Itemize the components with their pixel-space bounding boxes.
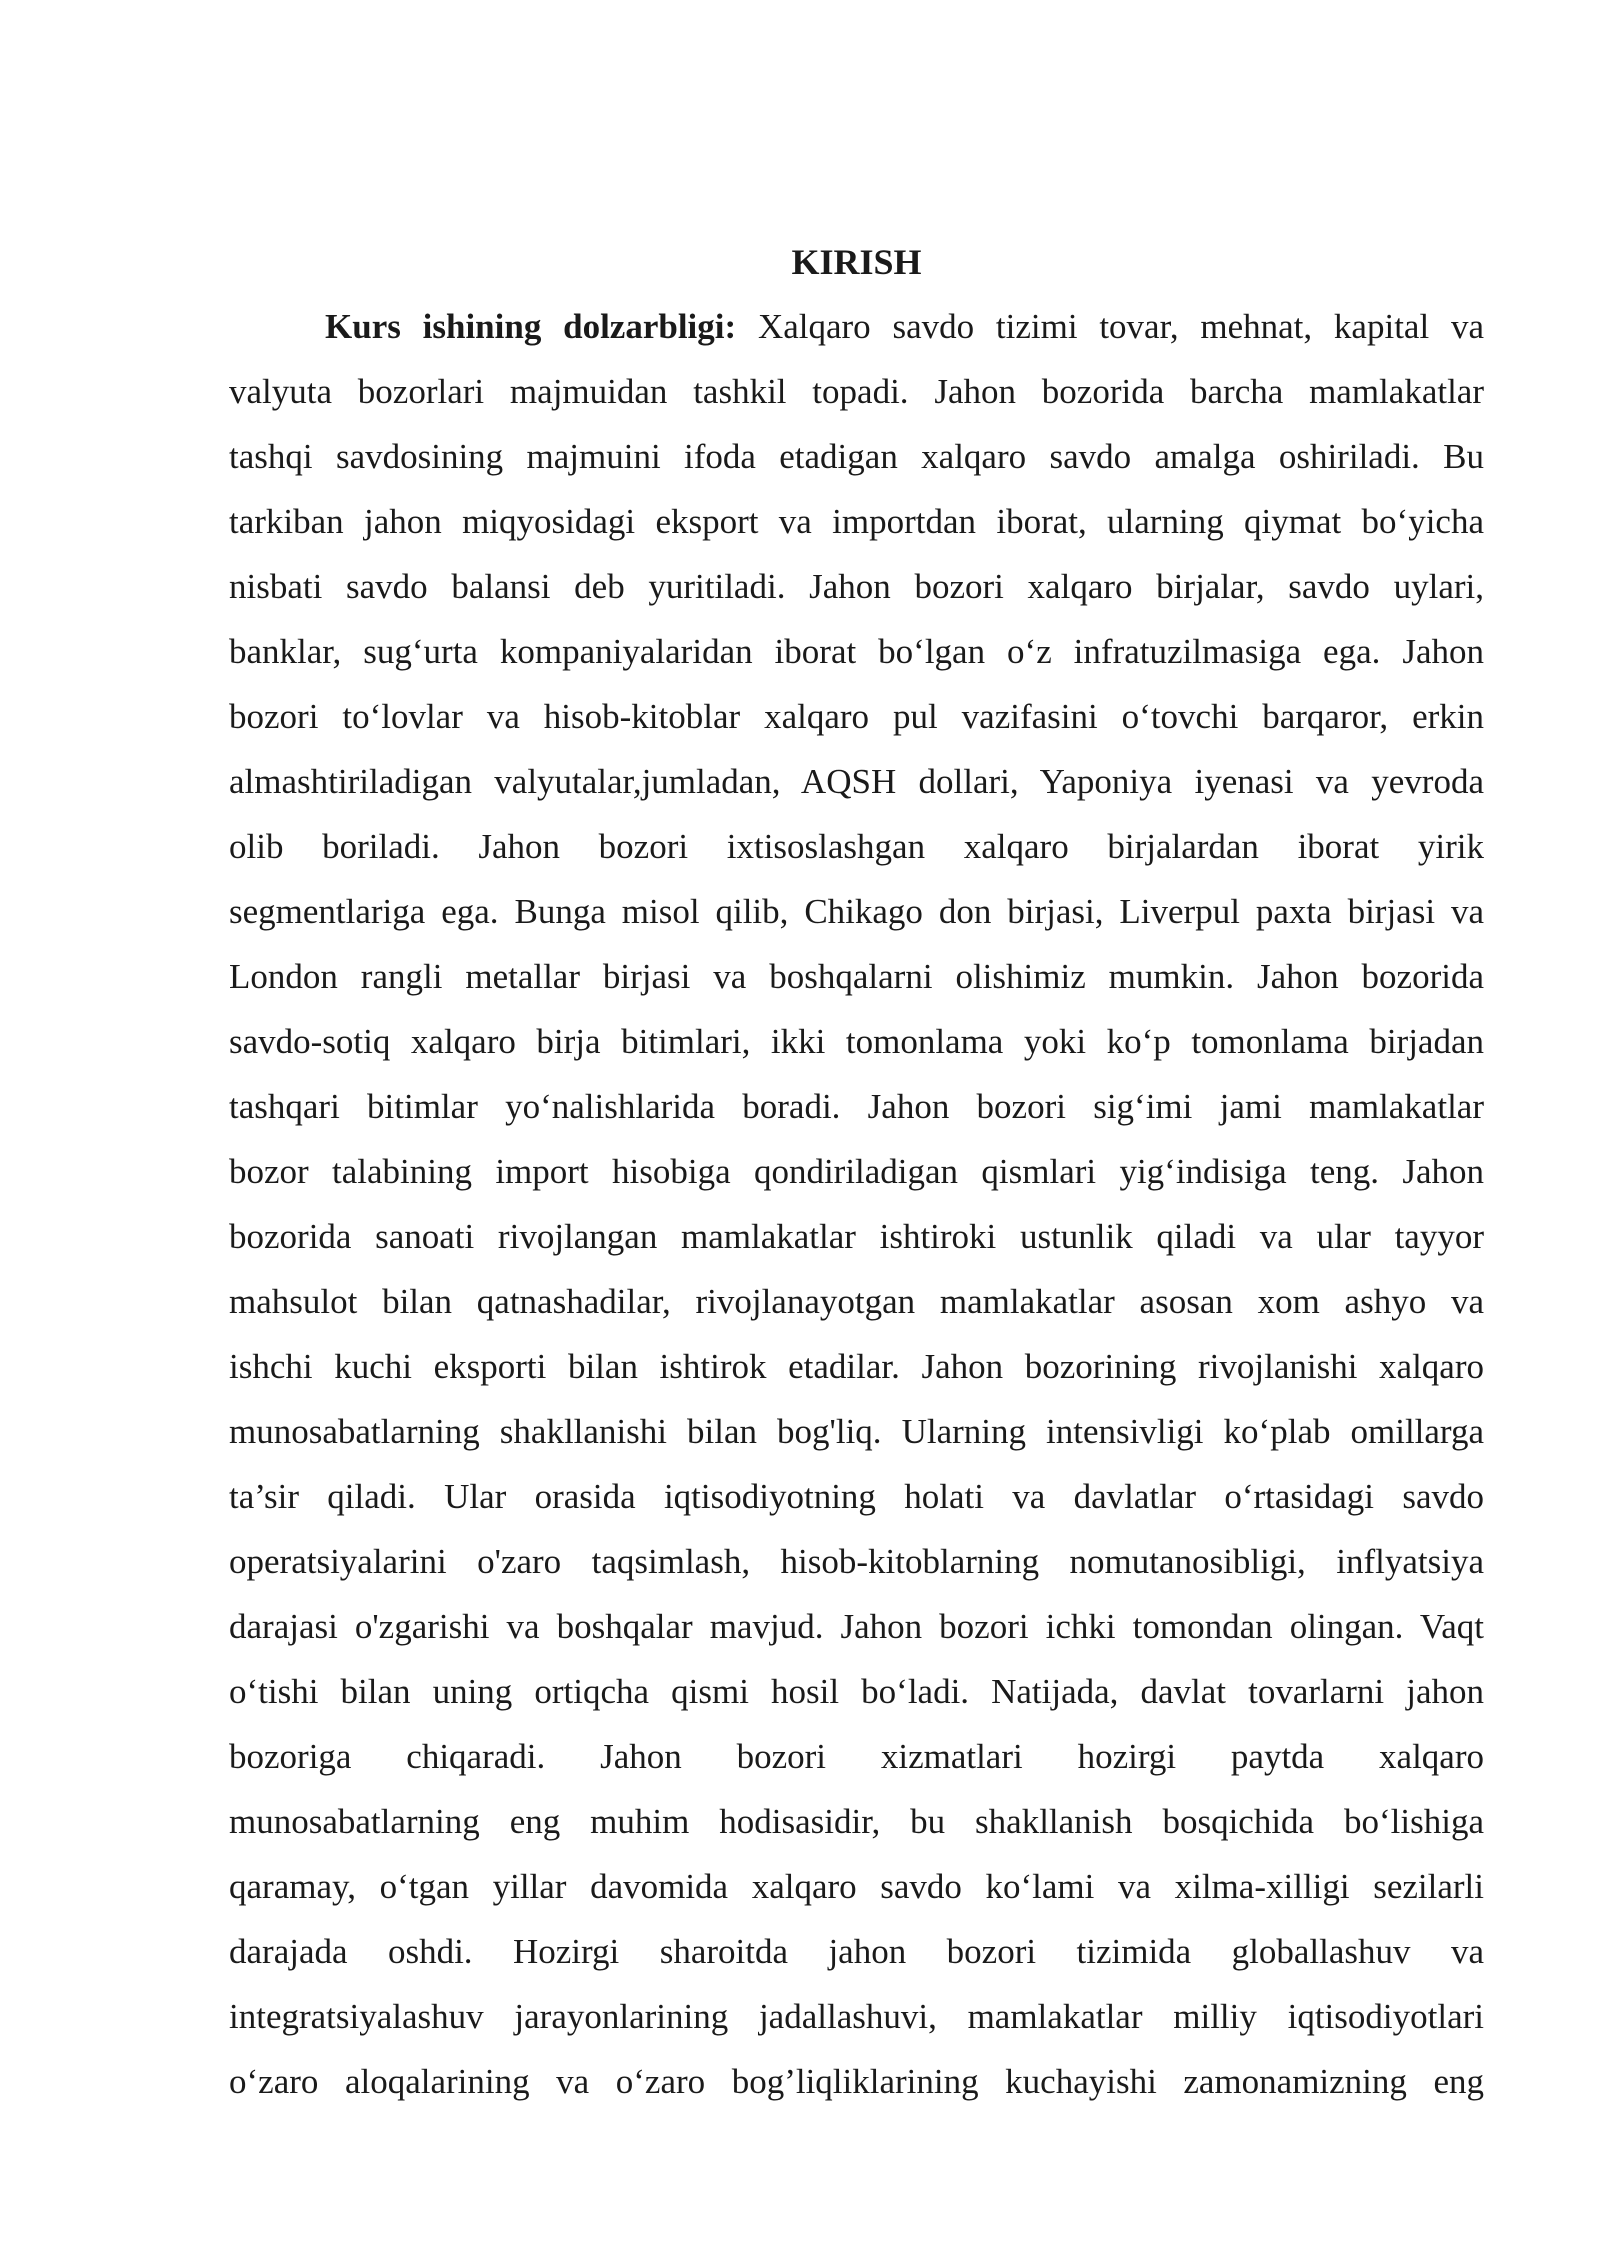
paragraph-line: valyuta bozorlari majmuidan tashkil topadi. Jahon bozorida barcha mamlakatlar: [229, 372, 1484, 411]
paragraph-line: ta’sir qiladi. Ular orasida iqtisodiyotning holati va davlatlar o‘rtasidagi savdo: [229, 1477, 1484, 1516]
paragraph-line: olib boriladi. Jahon bozori ixtisoslashgan xalqaro birjalardan iborat yirik: [229, 827, 1484, 866]
paragraph-line: darajada oshdi. Hozirgi sharoitda jahon bozori tizimida globallashuv va: [229, 1932, 1484, 1971]
paragraph-line: o‘tishi bilan uning ortiqcha qismi hosil bo‘ladi. Natijada, davlat tovarlarni jahon: [229, 1672, 1484, 1711]
paragraph-line: tashqi savdosining majmuini ifoda etadigan xalqaro savdo amalga oshiriladi. Bu: [229, 437, 1484, 476]
paragraph-line: operatsiyalarini o'zaro taqsimlash, hisob-kitoblarning nomutanosibligi, inflyatsiya: [229, 1542, 1484, 1581]
paragraph-line: bozor talabining import hisobiga qondiriladigan qismlari yig‘indisiga teng. Jahon: [229, 1152, 1484, 1191]
paragraph-line: qaramay, o‘tgan yillar davomida xalqaro savdo ko‘lami va xilma-xilligi sezilarli: [229, 1867, 1484, 1906]
paragraph-line: London rangli metallar birjasi va boshqalarni olishimiz mumkin. Jahon bozorida: [229, 957, 1484, 996]
paragraph-line: [325, 305, 1484, 349]
lead-label: Kurs ishining dolzarbligi:: [325, 307, 737, 346]
paragraph-line-text: Xalqaro savdo tizimi tovar, mehnat, kapital va: [736, 307, 1484, 346]
paragraph-line: munosabatlarning eng muhim hodisasidir, bu shakllanish bosqichida bo‘lishiga: [229, 1802, 1484, 1841]
paragraph-line: bozori to‘lovlar va hisob-kitoblar xalqaro pul vazifasini o‘tovchi barqaror, erkin: [229, 697, 1484, 736]
page-title: KIRISH: [791, 242, 922, 282]
paragraph-line: tashqari bitimlar yo‘nalishlarida boradi. Jahon bozori sig‘imi jami mamlakatlar: [229, 1087, 1484, 1126]
paragraph-line: banklar, sug‘urta kompaniyalaridan iborat bo‘lgan o‘z infratuzilmasiga ega. Jahon: [229, 632, 1484, 671]
paragraph-line: tarkiban jahon miqyosidagi eksport va importdan iborat, ularning qiymat bo‘yicha: [229, 502, 1484, 541]
paragraph-line: nisbati savdo balansi deb yuritiladi. Jahon bozori xalqaro birjalar, savdo uylari,: [229, 567, 1484, 606]
paragraph-line: bozoriga chiqaradi. Jahon bozori xizmatlari hozirgi paytda xalqaro: [229, 1737, 1484, 1776]
paragraph-line: ishchi kuchi eksporti bilan ishtirok etadilar. Jahon bozorining rivojlanishi xalqaro: [229, 1347, 1484, 1386]
paragraph-line: integratsiyalashuv jarayonlarining jadallashuvi, mamlakatlar milliy iqtisodiyotlari: [229, 1997, 1484, 2036]
paragraph-line: bozorida sanoati rivojlangan mamlakatlar ishtiroki ustunlik qiladi va ular tayyor: [229, 1217, 1484, 1256]
paragraph-line: darajasi o'zgarishi va boshqalar mavjud. Jahon bozori ichki tomondan olingan. Vaqt: [229, 1607, 1484, 1646]
paragraph-line: munosabatlarning shakllanishi bilan bog'liq. Ularning intensivligi ko‘plab omillarga: [229, 1412, 1484, 1451]
paragraph-line: savdo-sotiq xalqaro birja bitimlari, ikki tomonlama yoki ko‘p tomonlama birjadan: [229, 1022, 1484, 1061]
paragraph-line: segmentlariga ega. Bunga misol qilib, Chikago don birjasi, Liverpul paxta birjasi va: [229, 892, 1484, 931]
paragraph-line: almashtiriladigan valyutalar,jumladan, AQSH dollari, Yaponiya iyenasi va yevroda: [229, 762, 1484, 801]
paragraph-line: mahsulot bilan qatnashadilar, rivojlanayotgan mamlakatlar asosan xom ashyo va: [229, 1282, 1484, 1321]
paragraph-line: o‘zaro aloqalarining va o‘zaro bog’liqliklarining kuchayishi zamonamizning eng: [229, 2062, 1484, 2101]
